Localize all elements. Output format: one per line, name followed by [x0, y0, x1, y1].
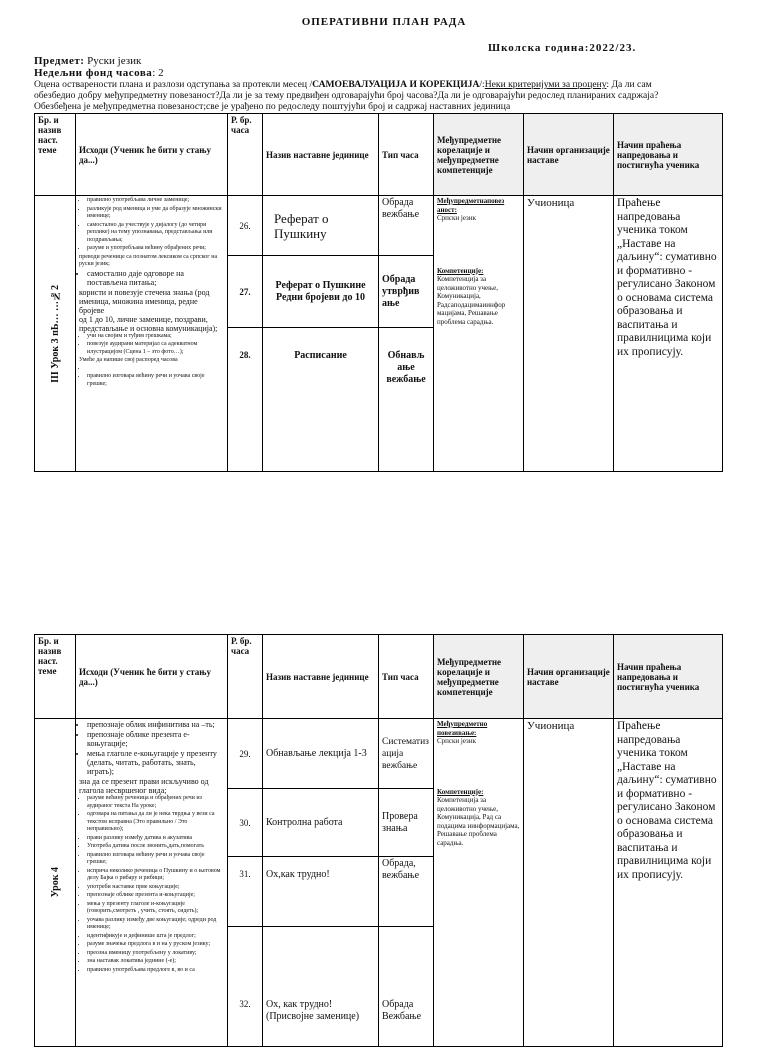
header-correlation: Међупредметне корелације и међупредметне компетенције	[434, 635, 524, 719]
unit-name-text: Расписание	[294, 350, 347, 361]
organization-cell	[524, 719, 614, 1047]
header-correlation: Међупредметне корелације и међупредметне компетенције	[434, 114, 524, 196]
outcome-item: • препознаје облик инфинитива на –ть;	[87, 720, 224, 729]
lesson-number: 31.	[228, 857, 263, 927]
lesson-type	[379, 328, 434, 472]
unit-name-text: Ох, как трудно! (Присвојне заменице)	[266, 999, 360, 1022]
outcome-item: • прави разлику између датива и акузатива	[87, 835, 224, 843]
plan-table-1	[34, 113, 723, 472]
theme-label: Урок 4	[49, 867, 61, 898]
header-theme: Бр. и назив наст. теме	[35, 114, 76, 196]
header-tracking: Начин праћења напредовања и постигнућа ученика	[614, 114, 723, 196]
header-lesson-no: Р. бр. часа	[228, 114, 263, 196]
outcome-item: • правилно изговара већину речи и уочава своје грешке;	[87, 852, 224, 867]
lesson-type	[379, 196, 434, 256]
unit-name-text: Обнављање лекција 1-3	[266, 747, 367, 759]
header-unit-name: Назив наставне јединице	[263, 114, 379, 196]
header-organization: Начин организације наставе	[524, 114, 614, 196]
outcome-item: • самостално даје одговоре на постављена питања;	[87, 269, 224, 287]
header-lesson-type: Тип часа	[379, 635, 434, 719]
header-outcomes: Исходи (Ученик ће бити у стању да...)	[76, 635, 228, 719]
outcome-text: користи и повезује стечена знања (род именица, множина именица, редне бројеве	[79, 287, 210, 315]
outcome-text: од 1 до 10, личне заменице, поздрави, представљање и основна комуникација);	[79, 314, 218, 333]
subject-label: Предмет:	[34, 55, 85, 67]
lesson-type	[379, 256, 434, 328]
lesson-type	[379, 857, 434, 927]
outcome-item	[87, 365, 224, 373]
outcome-item: • исприча неколико реченица о Пушкину и о његовом делу Бајка о рибару и рибици;	[87, 868, 224, 883]
tracking-cell	[614, 196, 723, 472]
outcome-item: • зна наставак локатива једнине (-е);	[87, 958, 224, 966]
outcome-item: • мења у презенту глаголе и-коњугације (говорить,смотреть , учить, стоять, сидеть);	[87, 901, 224, 916]
outcome-text: преводи реченице са познатом лексиком са српског на руски језик;	[79, 253, 218, 267]
note-text: Оцена остварености плана и разлози одступања за протекли месец /	[34, 79, 313, 90]
theme-cell	[35, 719, 76, 1047]
page-title: ОПЕРАТИВНИ ПЛАН РАДА	[301, 16, 467, 28]
lesson-type-text: Провера знања	[382, 810, 418, 834]
outcomes-list	[79, 720, 224, 776]
outcome-item: • препознаје облике презента е-коњугације;	[87, 730, 224, 748]
competences-heading: Компетенције:	[437, 266, 484, 275]
school-year: Школска година:2022/23.	[488, 42, 637, 54]
header-unit-name: Назив наставне јединице	[263, 635, 379, 719]
outcome-item: • разуме већину реченица и обрађених речи из аудираног текста На уроке;	[87, 795, 224, 810]
weekly-hours-line	[34, 67, 164, 79]
outcomes-list	[79, 365, 224, 389]
lesson-type-text: Обрада утврђив ање	[382, 273, 420, 309]
lesson-type-text: Обрада вежбање	[382, 197, 420, 220]
organization-text: Учионица	[527, 720, 575, 732]
unit-name	[263, 256, 379, 328]
unit-name	[263, 719, 379, 789]
outcome-item: • Употреба датива после звонить,дать,помогать	[87, 843, 224, 851]
unit-name	[263, 927, 379, 1047]
lesson-number: 32.	[228, 927, 263, 1047]
outcome-item: • уочава разлику између две коњугације; одреди род именице;	[87, 917, 224, 932]
lesson-type-text: Обрада, вежбање	[382, 858, 420, 881]
correlation-text: Српски језик	[437, 214, 476, 222]
lesson-type	[379, 927, 434, 1047]
outcome-item: • мења глаголе е-коњугације у презенту (делать, читать, работать, знать, играть);	[87, 749, 224, 776]
correlation-cell	[434, 719, 524, 1047]
evaluation-note	[34, 79, 734, 112]
outcome-text: зна да се презент прави искључиво од глагола несвршеног вида;	[79, 777, 209, 795]
correlation-block	[437, 197, 520, 326]
tracking-text: Праћење напредовања ученика током „Наставе на даљину“: сумативно и формативно - регулисано Законом о основама система образовања и васпитања и правилницима који их прописују.	[617, 197, 717, 358]
weekly-hours-label: Недељни фонд часова	[34, 67, 153, 79]
correlation-cell	[434, 196, 524, 472]
lesson-type-text: Обнављ ање вежбање	[386, 350, 426, 385]
outcome-item: • разликује род именица и уме да образује множински именице;	[87, 206, 224, 221]
competences-text: Компетенција за целоживотно учење, Комуникација, Радсаподацимаиинфор мацијама, Решавање проблема сарадња.	[437, 275, 506, 326]
outcomes-cell	[76, 719, 228, 1047]
unit-name-text: Реферат о Пушкине Редни бројеви до 10	[275, 279, 366, 303]
outcome-item: • самостално да учествује у дијалогу (до четири реплике) на тему упознавања, представљања или поздрављања;	[87, 222, 224, 245]
outcome-item: • повезује аудирани материјал са адекватном илустрацијом (Сцена 1 – это фото…);	[87, 341, 224, 356]
outcomes-list	[79, 795, 224, 974]
lesson-number: 27.	[228, 256, 263, 328]
outcome-item: • одговара на питања да ли је нека тврдња у вези са текстом исправна (Это правильно / Это неправильно);	[87, 811, 224, 834]
outcome-item: • идентификује и дефинише шта је предлог;	[87, 933, 224, 941]
organization-text: Учионица	[527, 197, 575, 209]
header-tracking: Начин праћења напредовања и постигнућа ученика	[614, 635, 723, 719]
outcome-item: • правилно употребљава предлоге в, во и са	[87, 967, 224, 975]
spacer	[437, 223, 520, 267]
competences-heading: Компетенције:	[437, 787, 484, 796]
competences-text: Компетенција за целоживотно учење, Комуникација, Рад са подацима иинформацијама, Решавање проблема сарадња.	[437, 796, 520, 847]
outcomes-list	[79, 269, 224, 287]
organization-cell	[524, 196, 614, 472]
outcome-item: • преозна именицу употребљену у локативу;	[87, 950, 224, 958]
outcome-item: • разуме и употребљава већину обрађених речи;	[87, 245, 224, 253]
tracking-cell	[614, 719, 723, 1047]
outcome-item: • разуме значење предлога в и на у руском језику;	[87, 941, 224, 949]
unit-name-text: Ох,как трудно!	[266, 869, 330, 880]
outcome-item: • учи на својим и туђим грешкама;	[87, 333, 224, 341]
header-organization: Начин организације наставе	[524, 635, 614, 719]
theme-label: III Урок 3 пЬ… …№2	[49, 284, 61, 383]
subject-value: Руски језик	[87, 55, 142, 67]
unit-name	[263, 857, 379, 927]
weekly-hours-value: : 2	[152, 67, 164, 79]
lesson-number: 30.	[228, 789, 263, 857]
header-lesson-no: Р. бр. часа	[228, 635, 263, 719]
note-answer: Обезбеђена је међупредметна повезаност;све је урађено по редоследу поштујући број и садржај наставних јединица	[34, 101, 511, 112]
correlation-text: Српски језик	[437, 737, 476, 745]
correlation-block	[437, 720, 520, 847]
outcome-item: • препознаје облике презента и-коњугације;	[87, 892, 224, 900]
header-theme: Бр. и назив наст. теме	[35, 635, 76, 719]
note-text-end: : Да ли сам	[606, 79, 652, 90]
lesson-number: 28.	[228, 328, 263, 472]
theme-cell	[35, 196, 76, 472]
outcomes-list	[79, 197, 224, 253]
header-lesson-type: Тип часа	[379, 114, 434, 196]
subject-line	[34, 55, 141, 67]
lesson-type	[379, 789, 434, 857]
tracking-text: Праћење напредовања ученика током „Наставе на даљину“: сумативно и формативно - регулисано Законом о основама система образовања и васпитања и правилницима који их прописују.	[617, 720, 717, 881]
note-criteria: Неки критеријуми за процену	[484, 79, 607, 90]
lesson-type	[379, 719, 434, 789]
correlation-heading: Међупредметнаповез аност:	[437, 197, 505, 214]
spacer	[437, 746, 520, 788]
outcomes-cell	[76, 196, 228, 472]
outcome-item: • правилно употребљава личне заменице;	[87, 197, 224, 205]
plan-table-2	[34, 634, 723, 1047]
unit-name-text: Контролна работа	[266, 816, 343, 828]
note-sep: /:	[479, 79, 485, 90]
lesson-type-text: Систематиз ација вежбање	[382, 736, 429, 771]
correlation-heading: Међупредметно повезивање:	[437, 720, 488, 737]
outcomes-list	[79, 333, 224, 357]
note-questions: обезбедио добру међупредметну повезаност?Да ли је за тему предвиђен одговарајући број часова?Да ли је одговарајући редослед планираних садржаја?	[34, 90, 659, 101]
outcome-item: • употреби наставке прве коњугације;	[87, 884, 224, 892]
outcome-item: • правилно изговара већину речи и уочава своје грешке;	[87, 373, 224, 388]
outcome-text: Умеће да напише свој распоред часова	[79, 357, 178, 363]
unit-name-text: Реферат о Пушкину	[274, 210, 329, 241]
note-bold: САМОЕВАЛУАЦИЈА И КОРЕКЦИЈА	[312, 79, 480, 90]
unit-name	[263, 789, 379, 857]
unit-name	[263, 196, 379, 256]
lesson-number: 29.	[228, 719, 263, 789]
header-outcomes: Исходи (Ученик ће бити у стању да...)	[76, 114, 228, 196]
unit-name	[263, 328, 379, 472]
lesson-type-text: Обрада Вежбање	[382, 999, 422, 1022]
lesson-number: 26.	[228, 196, 263, 256]
